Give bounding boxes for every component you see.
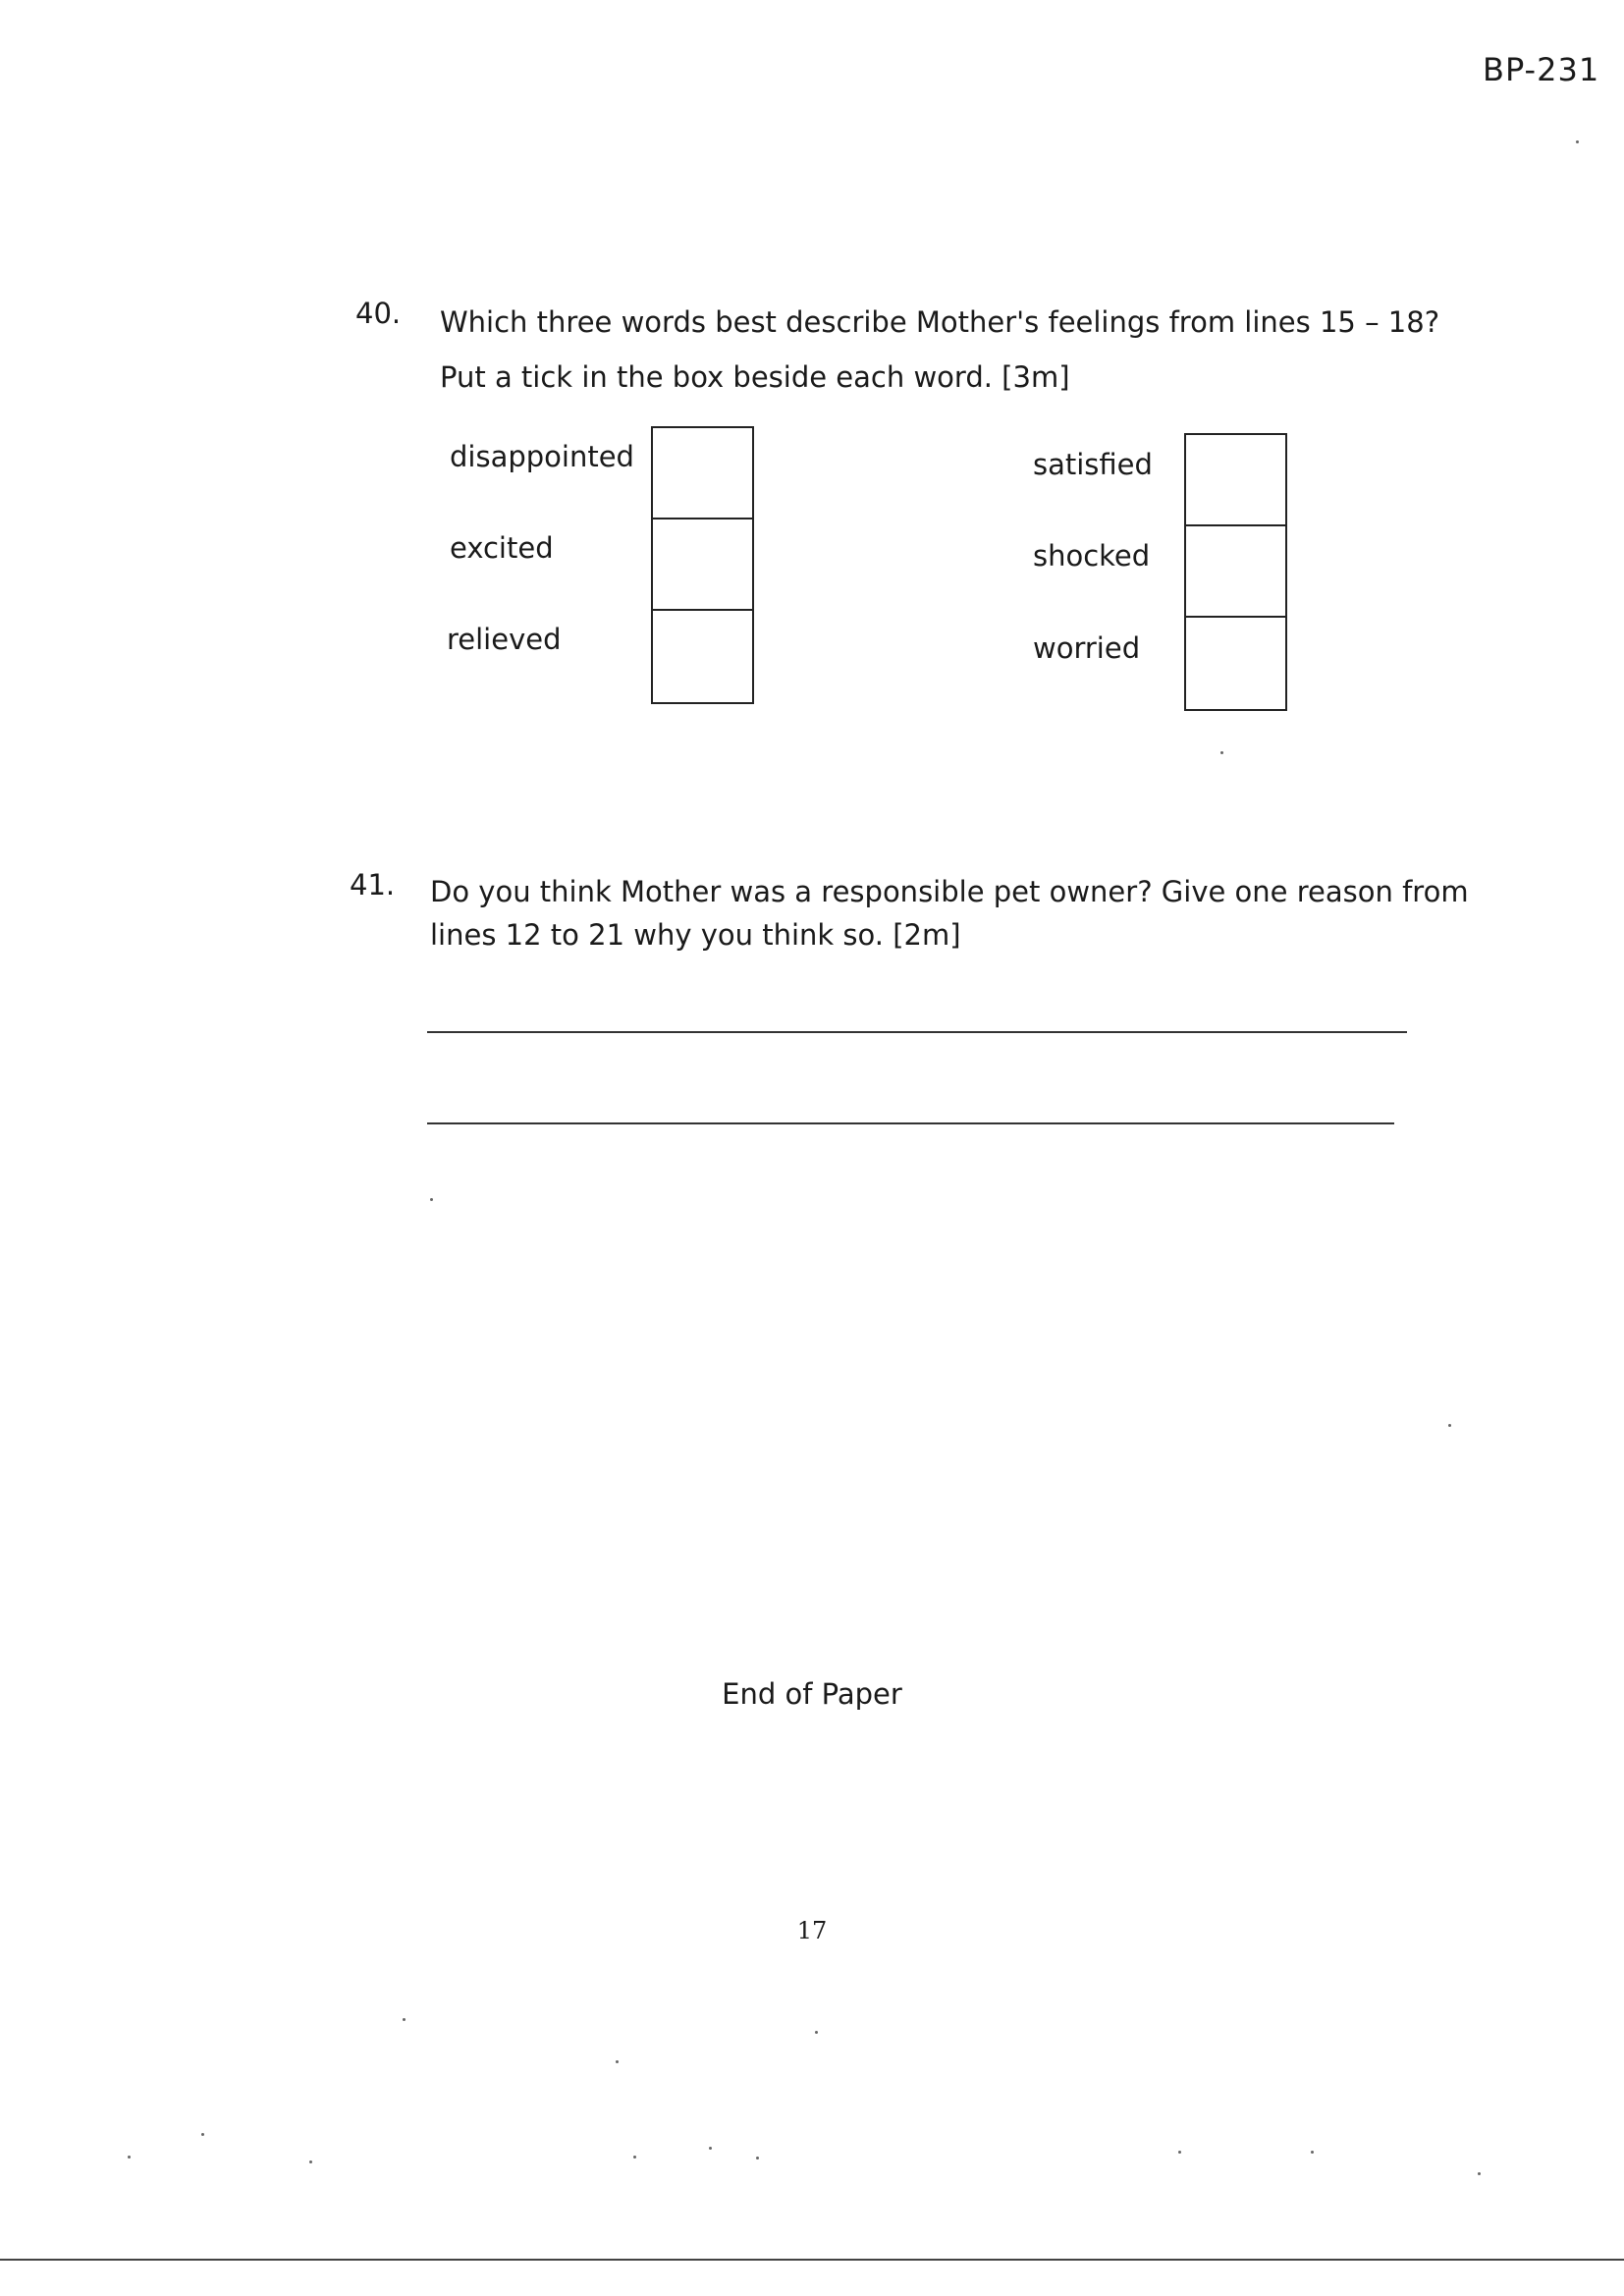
end-of-paper-text: End of Paper <box>722 1677 902 1711</box>
tick-box-satisfied[interactable] <box>1186 435 1285 526</box>
answer-line-2[interactable] <box>427 1122 1394 1124</box>
tick-box-relieved[interactable] <box>653 611 752 702</box>
tick-box-shocked[interactable] <box>1186 526 1285 618</box>
scan-speck <box>1220 751 1223 754</box>
scan-speck <box>1478 2172 1481 2175</box>
scan-speck <box>309 2160 312 2163</box>
tick-box-worried[interactable] <box>1186 618 1285 709</box>
tick-box-excited[interactable] <box>653 519 752 611</box>
question-40-line1: Which three words best describe Mother's feelings from lines 15 – 18? <box>440 305 1440 339</box>
scan-speck <box>430 1198 433 1201</box>
page-number: 17 <box>796 1917 828 1944</box>
scan-speck <box>616 2060 619 2063</box>
scan-speck <box>201 2133 204 2136</box>
option-satisfied-label: satisfied <box>1033 448 1153 481</box>
tick-box-disappointed[interactable] <box>653 428 752 519</box>
option-disappointed-label: disappointed <box>450 440 634 473</box>
scan-speck <box>709 2147 712 2150</box>
option-worried-label: worried <box>1033 631 1141 665</box>
paper-code: BP-231 <box>1483 51 1600 88</box>
scan-speck <box>128 2156 131 2159</box>
question-41-number: 41. <box>350 868 396 902</box>
scan-speck <box>1576 140 1579 143</box>
scan-speck <box>1311 2151 1314 2154</box>
option-relieved-label: relieved <box>447 623 562 656</box>
question-41-line2: lines 12 to 21 why you think so. [2m] <box>430 918 961 952</box>
scan-speck <box>756 2157 759 2159</box>
scan-speck <box>1178 2151 1181 2154</box>
question-40-line2: Put a tick in the box beside each word. [3m] <box>440 360 1070 394</box>
scan-speck <box>815 2031 818 2034</box>
left-tick-box-column <box>651 426 754 704</box>
question-41-line1: Do you think Mother was a responsible pet owner? Give one reason from <box>430 875 1469 908</box>
answer-line-1[interactable] <box>427 1031 1407 1033</box>
option-shocked-label: shocked <box>1033 539 1151 573</box>
option-excited-label: excited <box>450 531 554 565</box>
scan-speck <box>1448 1424 1451 1427</box>
scan-speck <box>633 2156 636 2159</box>
scan-speck <box>403 2018 406 2021</box>
right-tick-box-column <box>1184 433 1287 711</box>
question-40-number: 40. <box>355 297 402 330</box>
bottom-scan-edge <box>0 2259 1624 2261</box>
